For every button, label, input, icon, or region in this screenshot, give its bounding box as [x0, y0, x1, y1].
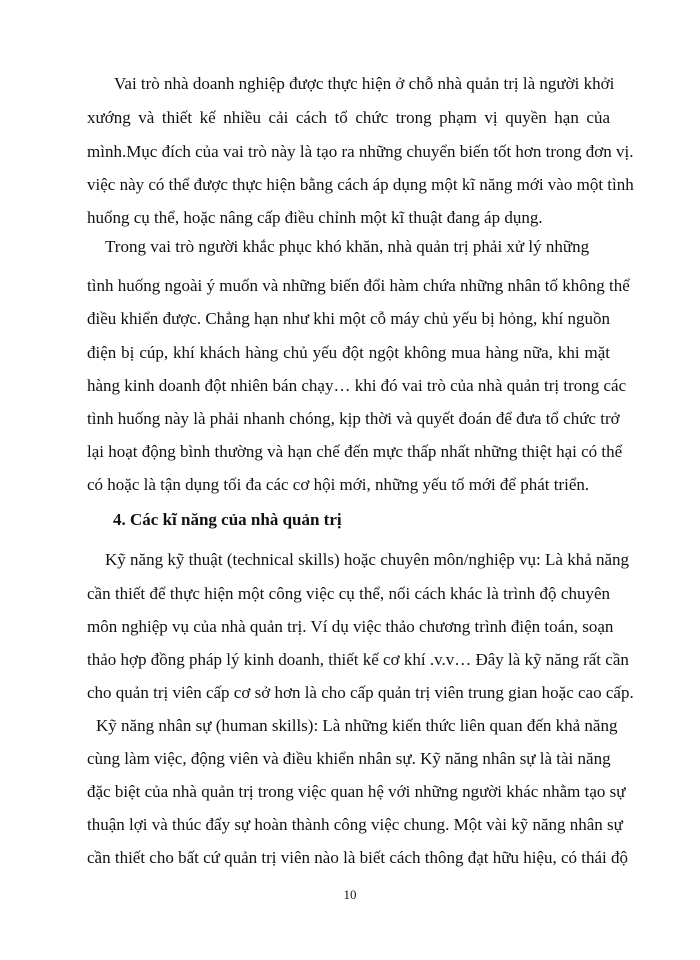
paragraph-line: lại hoạt động bình thường và hạn chế đến mực thấp nhất những thiệt hại có thể [87, 442, 623, 461]
section-heading: 4. Các kĩ năng của nhà quản trị [113, 510, 342, 529]
paragraph-line: tình huống ngoài ý muốn và những biến đổi hàm chứa những nhân tố không thể [87, 276, 630, 295]
paragraph-line: điện bị cúp, khí khách hàng chủ yếu đột ngột không mua hàng nữa, khi mặt [87, 343, 610, 362]
paragraph-line: xướng và thiết kế nhiều cải cách tổ chức trong phạm vị quyền hạn của [87, 108, 610, 127]
paragraph-line: Kỹ năng kỹ thuật (technical skills) hoặc chuyên môn/nghiệp vụ: Là khả năng [105, 550, 630, 569]
paragraph-line: cùng làm việc, động viên và điều khiển nhân sự. Kỹ năng nhân sự là tài năng [87, 749, 611, 768]
paragraph-line: Kỹ năng nhân sự (human skills): Là những kiến thức liên quan đến khả năng [96, 716, 618, 735]
paragraph-line: Trong vai trò người khắc phục khó khăn, nhà quản trị phải xử lý những [105, 237, 590, 256]
paragraph-line: cần thiết để thực hiện một công việc cụ thể, nối cách khác là trình độ chuyên [87, 584, 610, 603]
paragraph-line: thuận lợi và thúc đẩy sự hoàn thành công việc chung. Một vài kỹ năng nhân sự [87, 815, 623, 834]
paragraph-line: môn nghiệp vụ của nhà quản trị. Ví dụ việc thảo chương trình điện toán, soạn [87, 617, 614, 636]
paragraph-line: việc này có thể được thực hiện bằng cách áp dụng một kĩ năng mới vào một tình [87, 175, 634, 194]
paragraph-line: đặc biệt của nhà quản trị trong việc quan hệ với những người khác nhằm tạo sự [87, 782, 626, 801]
paragraph-line: Vai trò nhà doanh nghiệp được thực hiện ở chỗ nhà quản trị là người khởi [114, 74, 615, 93]
paragraph-line: cho quản trị viên cấp cơ sở hơn là cho cấp quản trị viên trung gian hoặc cao cấp. [87, 683, 634, 702]
paragraph-line: mình.Mục đích của vai trò này là tạo ra những chuyển biến tốt hơn trong đơn vị. [87, 142, 634, 161]
paragraph-line: thảo hợp đồng pháp lý kinh doanh, thiết kế cơ khí .v.v… Đây là kỹ năng rất cần [87, 650, 629, 669]
paragraph-line: điều khiển được. Chẳng hạn như khi một cỗ máy chủ yếu bị hỏng, khí nguồn [87, 309, 610, 328]
paragraph-line: huống cụ thể, hoặc nâng cấp điều chỉnh một kĩ thuật đang áp dụng. [87, 208, 543, 227]
paragraph-line: hàng kinh doanh đột nhiên bán chạy… khi đó vai trò của nhà quản trị trong các [87, 376, 627, 395]
paragraph-line: tình huống này là phải nhanh chóng, kịp thời và quyết đoán để đưa tổ chức trở [87, 409, 620, 428]
page-number: 10 [343, 887, 357, 902]
paragraph-line: cần thiết cho bất cứ quản trị viên nào là biết cách thông đạt hữu hiệu, có thái độ [87, 848, 629, 867]
paragraph-line: có hoặc là tận dụng tối đa các cơ hội mới, những yếu tố mới để phát triển. [87, 475, 590, 494]
